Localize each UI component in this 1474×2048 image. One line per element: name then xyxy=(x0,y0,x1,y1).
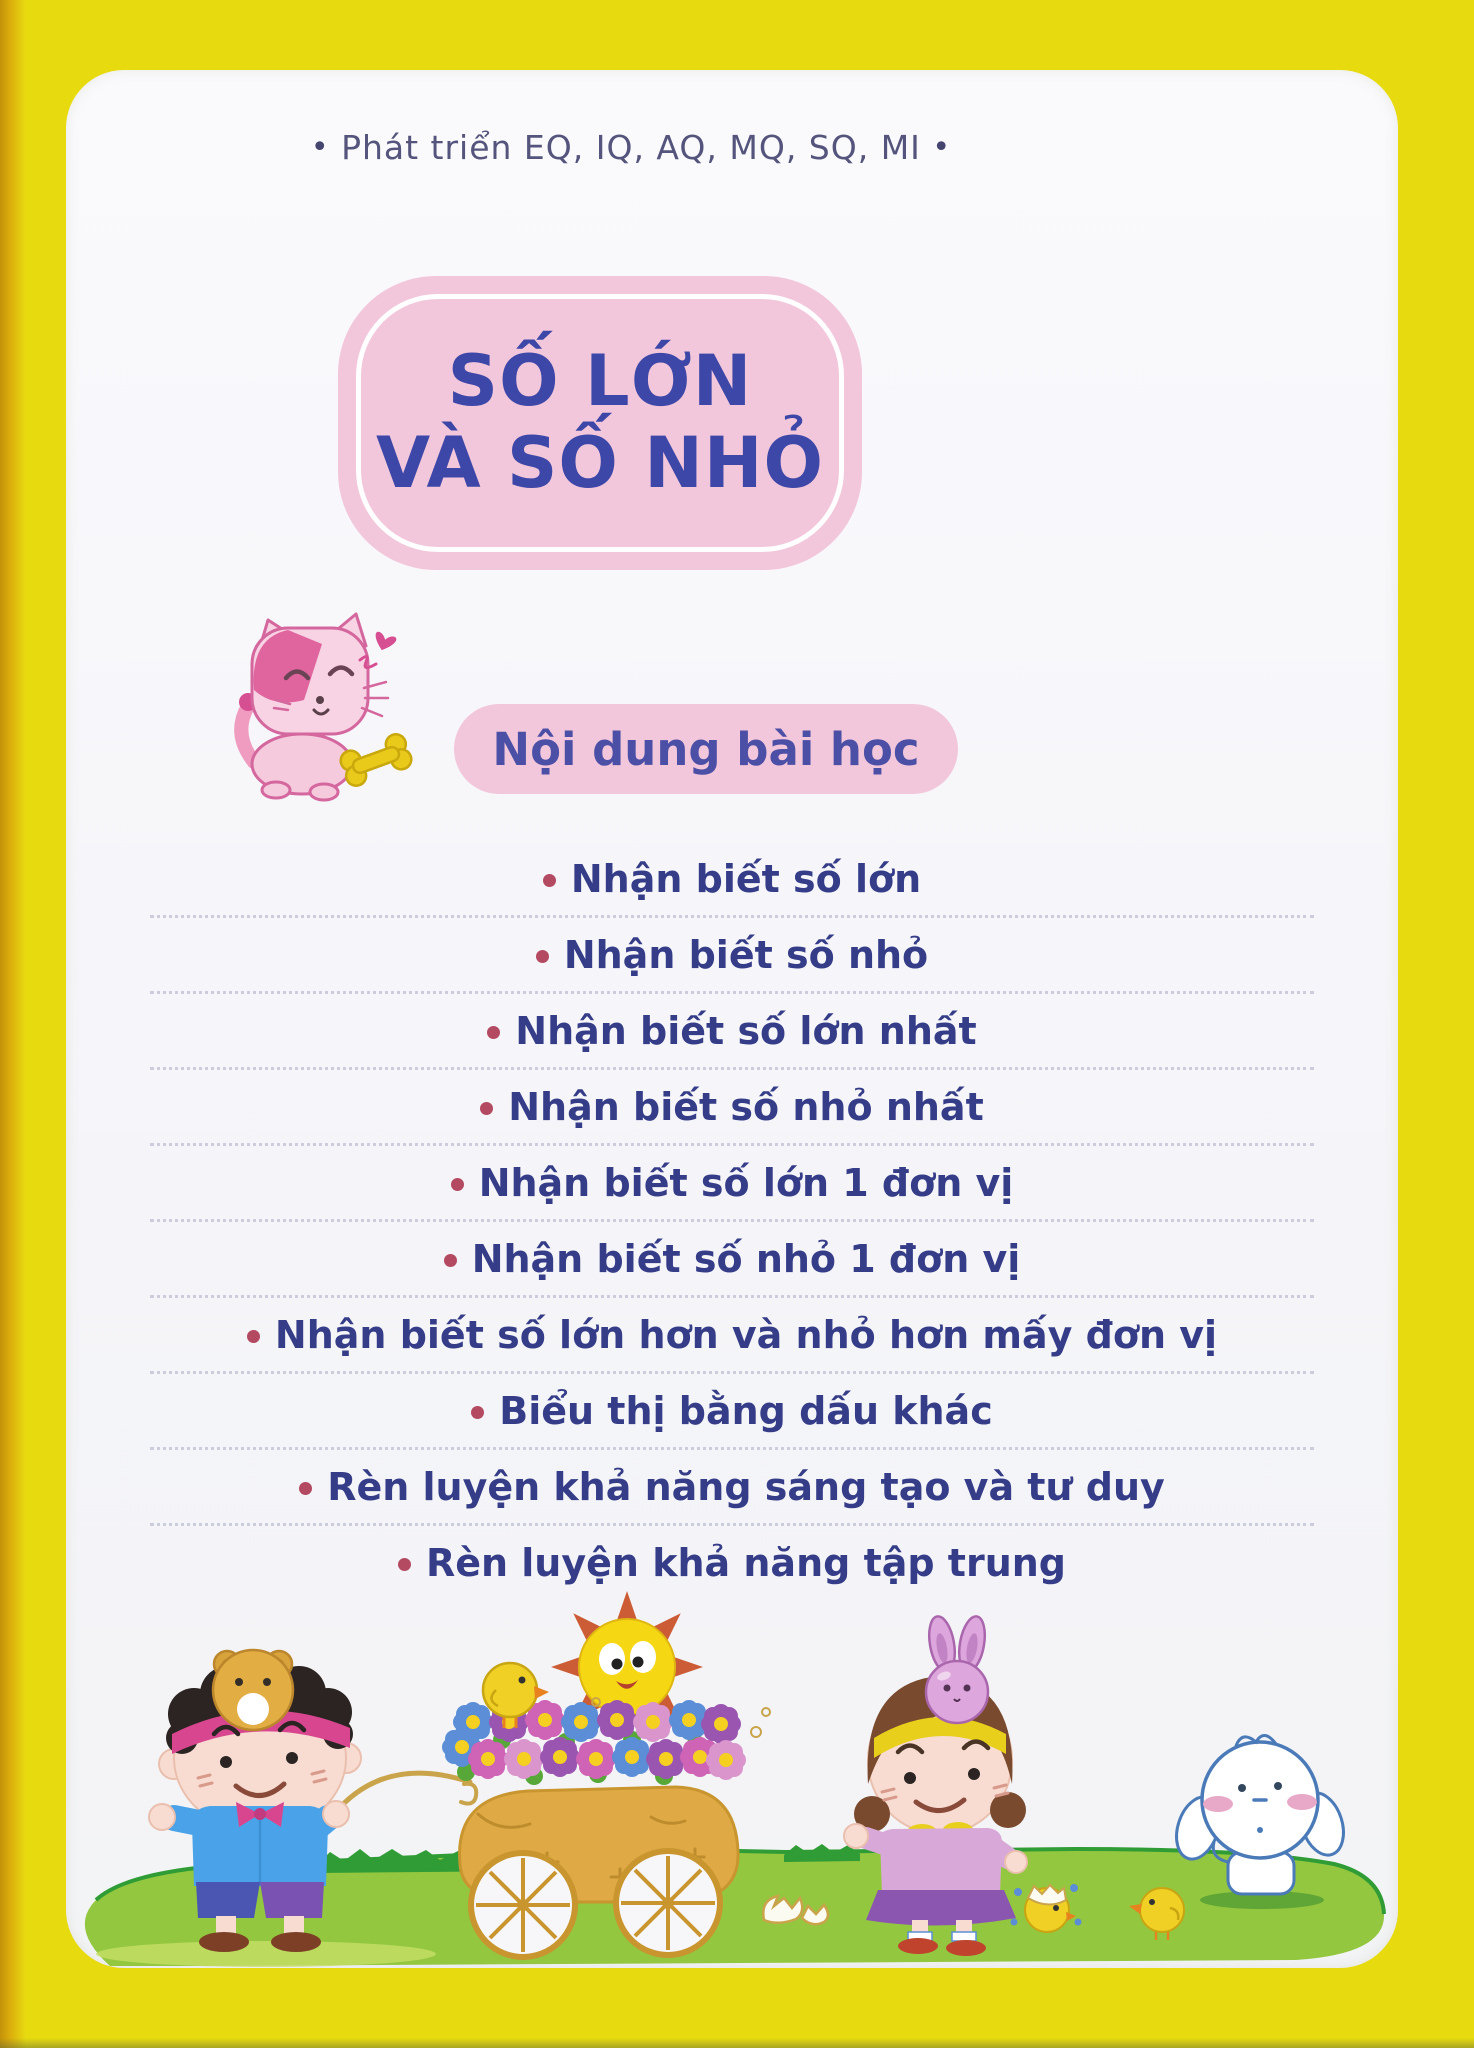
section-header-label: Nội dung bài học xyxy=(492,722,920,776)
cart-wheel xyxy=(471,1853,575,1957)
bullet-dot-icon xyxy=(299,1482,312,1495)
lesson-item-row xyxy=(150,918,1314,994)
lesson-item-label: Nhận biết số nhỏ nhất xyxy=(508,1084,984,1129)
children-flower-cart-scene xyxy=(66,1562,1398,1968)
lesson-item-label: Biểu thị bằng dấu khác xyxy=(499,1388,993,1433)
tagline-right-bullet: • xyxy=(932,130,952,165)
lesson-item-label: Nhận biết số lớn 1 đơn vị xyxy=(478,1160,1014,1205)
pink-cat-icon xyxy=(224,612,422,810)
page-title xyxy=(376,341,824,505)
title-bubble-outline xyxy=(356,294,844,552)
lesson-item-row xyxy=(150,1070,1314,1146)
lesson-item-label: Nhận biết số nhỏ xyxy=(563,932,929,977)
bottom-illustration xyxy=(66,1562,1398,1968)
bullet-dot-icon xyxy=(444,1254,457,1267)
workbook-page xyxy=(66,70,1398,1968)
lesson-item-row xyxy=(150,1374,1314,1450)
bullet-dot-icon xyxy=(536,950,549,963)
title-bubble xyxy=(338,276,862,570)
tagline xyxy=(66,128,1196,167)
bullet-dot-icon xyxy=(471,1406,484,1419)
page-title-line1: SỐ LỚN xyxy=(447,340,753,423)
bullet-dot-icon xyxy=(487,1026,500,1039)
lesson-list xyxy=(150,842,1314,1599)
section-header-pill xyxy=(454,704,958,794)
photo-bottom-edge xyxy=(0,2038,1474,2048)
book-spine-edge xyxy=(0,0,26,2048)
bullet-dot-icon xyxy=(247,1330,260,1343)
heart-icon xyxy=(372,631,397,653)
cat-illustration xyxy=(224,612,422,810)
lesson-item-row xyxy=(150,1298,1314,1374)
tagline-left-bullet: • xyxy=(310,130,330,165)
page-title-line2: VÀ SỐ NHỎ xyxy=(376,422,824,504)
lesson-item-label: Nhận biết số lớn xyxy=(570,856,922,901)
tagline-text: Phát triển EQ, IQ, AQ, MQ, SQ, MI xyxy=(341,128,921,167)
bullet-dot-icon xyxy=(480,1102,493,1115)
lesson-item-label: Nhận biết số lớn nhất xyxy=(515,1008,977,1053)
bullet-dot-icon xyxy=(451,1178,464,1191)
lesson-item-row xyxy=(150,1222,1314,1298)
lesson-item-label: Nhận biết số nhỏ 1 đơn vị xyxy=(471,1236,1021,1281)
teddy-bear-icon xyxy=(213,1650,293,1730)
lesson-item-row xyxy=(150,1450,1314,1526)
lesson-item-row xyxy=(150,1146,1314,1222)
lesson-item-label: Nhận biết số lớn hơn và nhỏ hơn mấy đơn vị xyxy=(274,1312,1218,1357)
lesson-item-label: Rèn luyện khả năng tập trung xyxy=(425,1540,1067,1585)
lesson-item-label: Rèn luyện khả năng sáng tạo và tư duy xyxy=(327,1464,1165,1509)
bunny-icon xyxy=(925,1614,988,1723)
lesson-item-row xyxy=(150,842,1314,918)
cart-wheel xyxy=(616,1851,720,1955)
lesson-item-row xyxy=(150,994,1314,1070)
bullet-dot-icon xyxy=(543,874,556,887)
cart-rope xyxy=(334,1773,470,1814)
bone-icon xyxy=(338,731,414,788)
